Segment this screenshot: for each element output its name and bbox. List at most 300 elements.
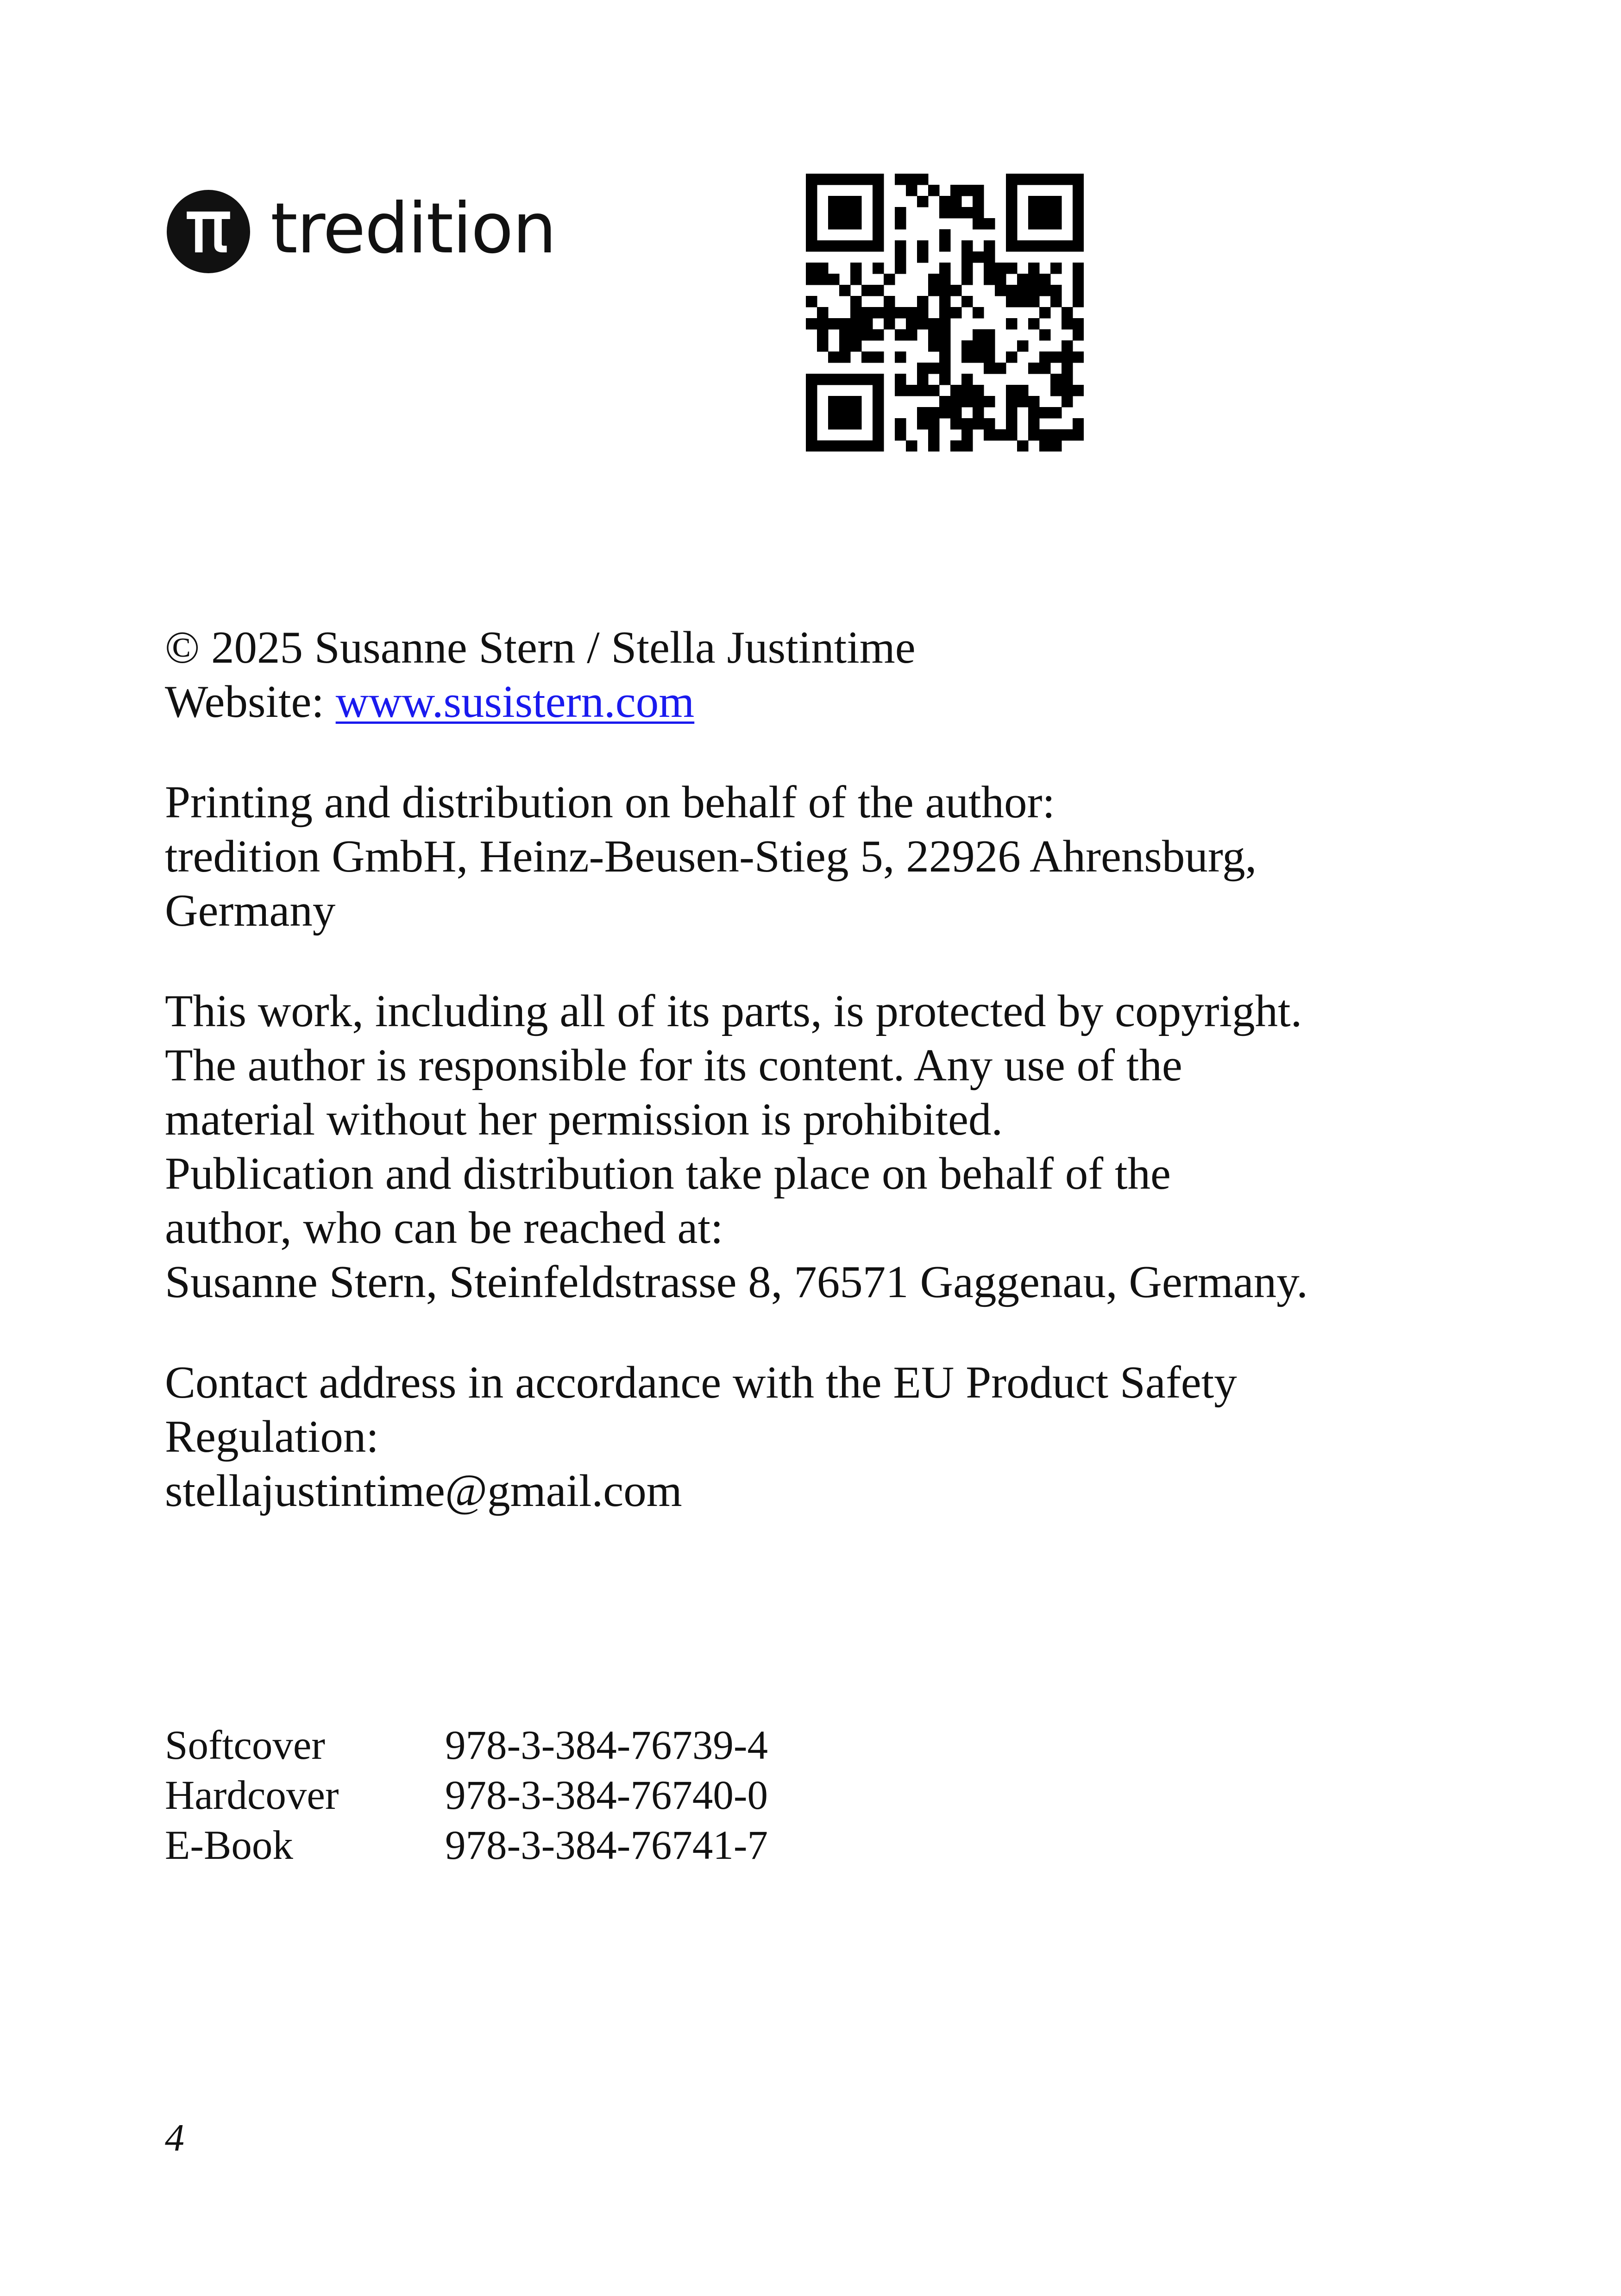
qr-module — [906, 185, 917, 196]
qr-module — [1073, 274, 1084, 285]
qr-module — [1017, 240, 1028, 251]
qr-module — [1073, 296, 1084, 307]
qr-module — [939, 363, 950, 374]
qr-module — [1050, 285, 1062, 296]
qr-module — [850, 207, 861, 218]
qr-module — [1028, 418, 1039, 429]
qr-module — [828, 351, 839, 363]
qr-module — [873, 396, 884, 407]
qr-module — [1039, 440, 1050, 452]
qr-module — [873, 385, 884, 396]
qr-module — [828, 240, 839, 251]
qr-module — [884, 296, 895, 307]
qr-module — [873, 174, 884, 185]
qr-module — [873, 329, 884, 340]
qr-module — [984, 429, 995, 440]
contact-email: stellajustintime@gmail.com — [165, 1466, 682, 1516]
qr-module — [873, 374, 884, 385]
qr-module — [1062, 240, 1073, 251]
qr-module — [950, 196, 961, 207]
qr-module — [928, 274, 939, 285]
qr-module — [928, 429, 939, 440]
qr-module — [928, 418, 939, 429]
qr-module — [839, 207, 850, 218]
qr-module — [973, 385, 984, 396]
qr-module — [939, 396, 950, 407]
qr-module — [1006, 429, 1017, 440]
qr-module — [873, 196, 884, 207]
qr-module — [1062, 340, 1073, 351]
qr-module — [1017, 174, 1028, 185]
qr-module — [1039, 218, 1050, 229]
qr-module — [1050, 240, 1062, 251]
qr-module — [984, 240, 995, 251]
qr-module — [850, 296, 861, 307]
qr-module — [917, 374, 928, 385]
qr-module — [1028, 263, 1039, 274]
qr-module — [1028, 207, 1039, 218]
qr-module — [839, 440, 850, 452]
qr-module — [1006, 263, 1017, 274]
qr-module — [1006, 296, 1017, 307]
qr-module — [950, 385, 961, 396]
qr-module — [928, 385, 939, 396]
qr-module — [1050, 207, 1062, 218]
qr-module — [839, 218, 850, 229]
qr-module — [961, 396, 973, 407]
qr-module — [1039, 363, 1050, 374]
qr-module — [906, 329, 917, 340]
qr-module — [973, 207, 984, 218]
qr-module — [973, 351, 984, 363]
qr-module — [806, 318, 817, 329]
qr-module — [850, 263, 861, 274]
qr-module — [939, 329, 950, 340]
qr-module — [939, 263, 950, 274]
qr-module — [1073, 263, 1084, 274]
qr-module — [873, 285, 884, 296]
qr-module — [1006, 196, 1017, 207]
website-link[interactable]: www.susistern.com — [335, 677, 695, 727]
qr-module — [806, 218, 817, 229]
qr-module — [917, 296, 928, 307]
qr-module — [917, 418, 928, 429]
qr-module — [1062, 429, 1073, 440]
qr-module — [950, 407, 961, 418]
qr-module — [1006, 396, 1017, 407]
qr-module — [1050, 351, 1062, 363]
qr-module — [995, 285, 1006, 296]
qr-module — [1073, 218, 1084, 229]
qr-module — [939, 351, 950, 363]
qr-module — [928, 363, 939, 374]
qr-module — [973, 196, 984, 207]
qr-module — [1039, 207, 1050, 218]
qr-module — [1017, 285, 1028, 296]
printing-line: Germany — [165, 885, 336, 936]
qr-module — [1017, 274, 1028, 285]
qr-module — [828, 396, 839, 407]
qr-module — [1017, 396, 1028, 407]
qr-module — [839, 396, 850, 407]
qr-module — [1039, 429, 1050, 440]
qr-module — [906, 440, 917, 452]
qr-module — [850, 374, 861, 385]
qr-module — [1073, 240, 1084, 251]
qr-module — [1028, 318, 1039, 329]
qr-module — [928, 329, 939, 340]
imprint-text — [165, 621, 1508, 1564]
qr-module — [1073, 207, 1084, 218]
isbn-row — [165, 1770, 768, 1820]
rights-line: author, who can be reached at: — [165, 1203, 723, 1253]
qr-module — [1006, 218, 1017, 229]
qr-module — [950, 285, 961, 296]
qr-module — [895, 418, 906, 429]
qr-module — [1039, 285, 1050, 296]
qr-module — [917, 318, 928, 329]
qr-module — [950, 207, 961, 218]
qr-module — [873, 218, 884, 229]
qr-module — [1062, 385, 1073, 396]
qr-module — [939, 296, 950, 307]
qr-module — [817, 340, 828, 351]
printing-block — [165, 775, 1508, 938]
qr-module — [873, 351, 884, 363]
qr-module — [806, 374, 817, 385]
qr-module — [884, 318, 895, 329]
qr-module — [1073, 174, 1084, 185]
qr-module — [1050, 296, 1062, 307]
qr-module — [1006, 351, 1017, 363]
qr-module — [1062, 351, 1073, 363]
qr-module — [1062, 174, 1073, 185]
isbn-number: 978-3-384-76739-4 — [445, 1723, 768, 1768]
qr-module — [1073, 285, 1084, 296]
qr-module — [1062, 307, 1073, 318]
qr-module — [850, 240, 861, 251]
qr-module — [817, 274, 828, 285]
qr-module — [939, 196, 950, 207]
qr-module — [1039, 274, 1050, 285]
qr-module — [1050, 374, 1062, 385]
qr-module — [861, 285, 873, 296]
page-number: 4 — [165, 2116, 184, 2159]
qr-module — [928, 185, 939, 196]
qr-module — [817, 440, 828, 452]
qr-module — [1006, 318, 1017, 329]
qr-module — [895, 207, 906, 218]
qr-module — [861, 351, 873, 363]
qr-module — [1017, 385, 1028, 396]
qr-module — [961, 207, 973, 218]
qr-module — [917, 385, 928, 396]
qr-module — [906, 318, 917, 329]
qr-module — [1028, 274, 1039, 285]
qr-module — [1028, 218, 1039, 229]
qr-module — [939, 285, 950, 296]
qr-module — [806, 429, 817, 440]
qr-module — [973, 185, 984, 196]
qr-module — [850, 274, 861, 285]
qr-module — [1039, 351, 1050, 363]
qr-module — [839, 318, 850, 329]
qr-module — [806, 196, 817, 207]
qr-module — [806, 385, 817, 396]
tredition-t-logo-icon — [167, 190, 250, 273]
qr-module — [984, 396, 995, 407]
qr-module — [895, 385, 906, 396]
qr-module — [895, 329, 906, 340]
isbn-row — [165, 1820, 768, 1870]
qr-module — [895, 263, 906, 274]
qr-module — [973, 307, 984, 318]
qr-module — [961, 440, 973, 452]
qr-module — [1039, 240, 1050, 251]
qr-module — [861, 329, 873, 340]
printing-line: Printing and distribution on behalf of the author: — [165, 777, 1055, 828]
qr-module — [1062, 374, 1073, 385]
qr-module — [1073, 185, 1084, 196]
qr-module — [828, 207, 839, 218]
qr-module — [1073, 429, 1084, 440]
qr-module — [895, 251, 906, 263]
qr-module — [850, 307, 861, 318]
qr-module — [873, 185, 884, 196]
qr-module — [895, 307, 906, 318]
qr-module — [828, 196, 839, 207]
qr-module — [928, 440, 939, 452]
qr-module — [1062, 318, 1073, 329]
qr-module — [1028, 407, 1039, 418]
qr-module — [806, 229, 817, 240]
qr-module — [1050, 218, 1062, 229]
qr-module — [917, 240, 928, 251]
isbn-row — [165, 1720, 768, 1770]
isbn-format: Hardcover — [165, 1773, 339, 1818]
qr-module — [850, 407, 861, 418]
qr-module — [817, 329, 828, 340]
qr-module — [828, 274, 839, 285]
qr-module — [895, 240, 906, 251]
qr-module — [1028, 396, 1039, 407]
qr-module — [873, 429, 884, 440]
publisher-logo-text: tredition — [270, 188, 556, 269]
qr-module — [895, 218, 906, 229]
qr-module — [984, 340, 995, 351]
qr-module — [861, 307, 873, 318]
qr-module — [895, 174, 906, 185]
qr-module — [961, 385, 973, 396]
qr-module — [1073, 351, 1084, 363]
qr-module — [961, 263, 973, 274]
qr-module — [928, 318, 939, 329]
qr-module — [928, 407, 939, 418]
qr-module — [906, 385, 917, 396]
qr-module — [1017, 340, 1028, 351]
qr-module — [995, 274, 1006, 285]
qr-module — [873, 229, 884, 240]
qr-module — [917, 307, 928, 318]
qr-module — [950, 307, 961, 318]
publisher-logo — [167, 190, 556, 273]
qr-module — [861, 374, 873, 385]
qr-module — [1073, 229, 1084, 240]
contact-line: Regulation: — [165, 1411, 379, 1462]
qr-module — [1050, 196, 1062, 207]
contact-block — [165, 1355, 1508, 1518]
qr-module — [1073, 385, 1084, 396]
qr-module — [884, 274, 895, 285]
qr-module — [1028, 196, 1039, 207]
qr-module — [850, 318, 861, 329]
qr-module — [939, 274, 950, 285]
qr-module — [873, 307, 884, 318]
qr-module — [873, 407, 884, 418]
qr-module — [850, 440, 861, 452]
qr-module — [828, 174, 839, 185]
qr-module — [806, 296, 817, 307]
qr-module — [950, 185, 961, 196]
qr-module — [1017, 440, 1028, 452]
qr-module — [850, 340, 861, 351]
qr-module — [850, 174, 861, 185]
qr-module — [839, 340, 850, 351]
qr-module — [1039, 407, 1050, 418]
qr-module — [1050, 263, 1062, 274]
rights-line: This work, including all of its parts, is protected by copyright. — [165, 986, 1302, 1036]
qr-module — [861, 440, 873, 452]
qr-module — [895, 429, 906, 440]
qr-module — [1050, 440, 1062, 452]
qr-module — [861, 174, 873, 185]
qr-module — [828, 318, 839, 329]
qr-module — [839, 351, 850, 363]
qr-module — [961, 374, 973, 385]
qr-module — [906, 174, 917, 185]
qr-module — [917, 363, 928, 374]
qr-module — [973, 251, 984, 263]
qr-module — [939, 307, 950, 318]
qr-module — [939, 407, 950, 418]
qr-module — [806, 174, 817, 185]
rights-line: material without her permission is prohibited. — [165, 1094, 1003, 1145]
qr-module — [961, 296, 973, 307]
qr-module — [995, 429, 1006, 440]
qr-module — [850, 418, 861, 429]
qr-module — [984, 251, 995, 263]
qr-module — [984, 351, 995, 363]
qr-module — [1050, 407, 1062, 418]
qr-module — [984, 418, 995, 429]
qr-module — [1062, 396, 1073, 407]
qr-module — [1028, 240, 1039, 251]
qr-module — [850, 329, 861, 340]
qr-module — [1006, 207, 1017, 218]
qr-module — [850, 396, 861, 407]
qr-module — [1017, 296, 1028, 307]
qr-module — [917, 196, 928, 207]
qr-module — [950, 418, 961, 429]
qr-module — [973, 418, 984, 429]
qr-module — [1028, 429, 1039, 440]
qr-module — [850, 196, 861, 207]
qr-module — [1050, 385, 1062, 396]
printing-line: tredition GmbH, Heinz-Beusen-Stieg 5, 22926 Ahrensburg, — [165, 831, 1257, 882]
qr-module — [873, 418, 884, 429]
qr-module — [839, 329, 850, 340]
qr-module — [939, 240, 950, 251]
qr-module — [1006, 407, 1017, 418]
qr-module — [973, 340, 984, 351]
qr-module — [806, 418, 817, 429]
copyright-line: © 2025 Susanne Stern / Stella Justintime — [165, 622, 916, 673]
qr-module — [806, 207, 817, 218]
qr-module — [806, 274, 817, 285]
qr-module — [817, 240, 828, 251]
qr-module — [828, 218, 839, 229]
qr-module — [1028, 363, 1039, 374]
qr-module — [839, 240, 850, 251]
qr-module — [828, 418, 839, 429]
rights-line: The author is responsible for its content. Any use of the — [165, 1040, 1182, 1091]
qr-module — [1050, 174, 1062, 185]
qr-module — [806, 440, 817, 452]
qr-module — [1006, 418, 1017, 429]
qr-module — [873, 440, 884, 452]
qr-module — [1073, 318, 1084, 329]
qr-module — [806, 263, 817, 274]
qr-module — [1006, 285, 1017, 296]
qr-module — [1039, 174, 1050, 185]
qr-module — [1006, 385, 1017, 396]
qr-module — [973, 407, 984, 418]
qr-module — [839, 374, 850, 385]
qr-module — [895, 351, 906, 363]
copyright-block — [165, 621, 1508, 729]
qr-module — [873, 240, 884, 251]
qr-module — [817, 307, 828, 318]
qr-module — [1050, 429, 1062, 440]
rights-block — [165, 984, 1508, 1309]
qr-module — [984, 329, 995, 340]
qr-module — [1039, 329, 1050, 340]
qr-module — [917, 251, 928, 263]
qr-module — [961, 429, 973, 440]
qr-module — [1028, 285, 1039, 296]
qr-module — [806, 407, 817, 418]
qr-module — [839, 196, 850, 207]
qr-module — [1073, 196, 1084, 207]
qr-module — [961, 351, 973, 363]
qr-module — [939, 318, 950, 329]
isbn-number: 978-3-384-76740-0 — [445, 1773, 768, 1818]
qr-module — [961, 240, 973, 251]
qr-module — [1006, 185, 1017, 196]
qr-module — [839, 285, 850, 296]
qr-module — [1028, 174, 1039, 185]
qr-module — [939, 374, 950, 385]
qr-module — [961, 185, 973, 196]
qr-module — [817, 263, 828, 274]
website-label: Website: — [165, 677, 336, 727]
qr-module — [873, 207, 884, 218]
qr-module — [961, 274, 973, 285]
qr-module — [828, 407, 839, 418]
qr-module — [884, 307, 895, 318]
qr-module — [1006, 240, 1017, 251]
qr-module — [961, 340, 973, 351]
